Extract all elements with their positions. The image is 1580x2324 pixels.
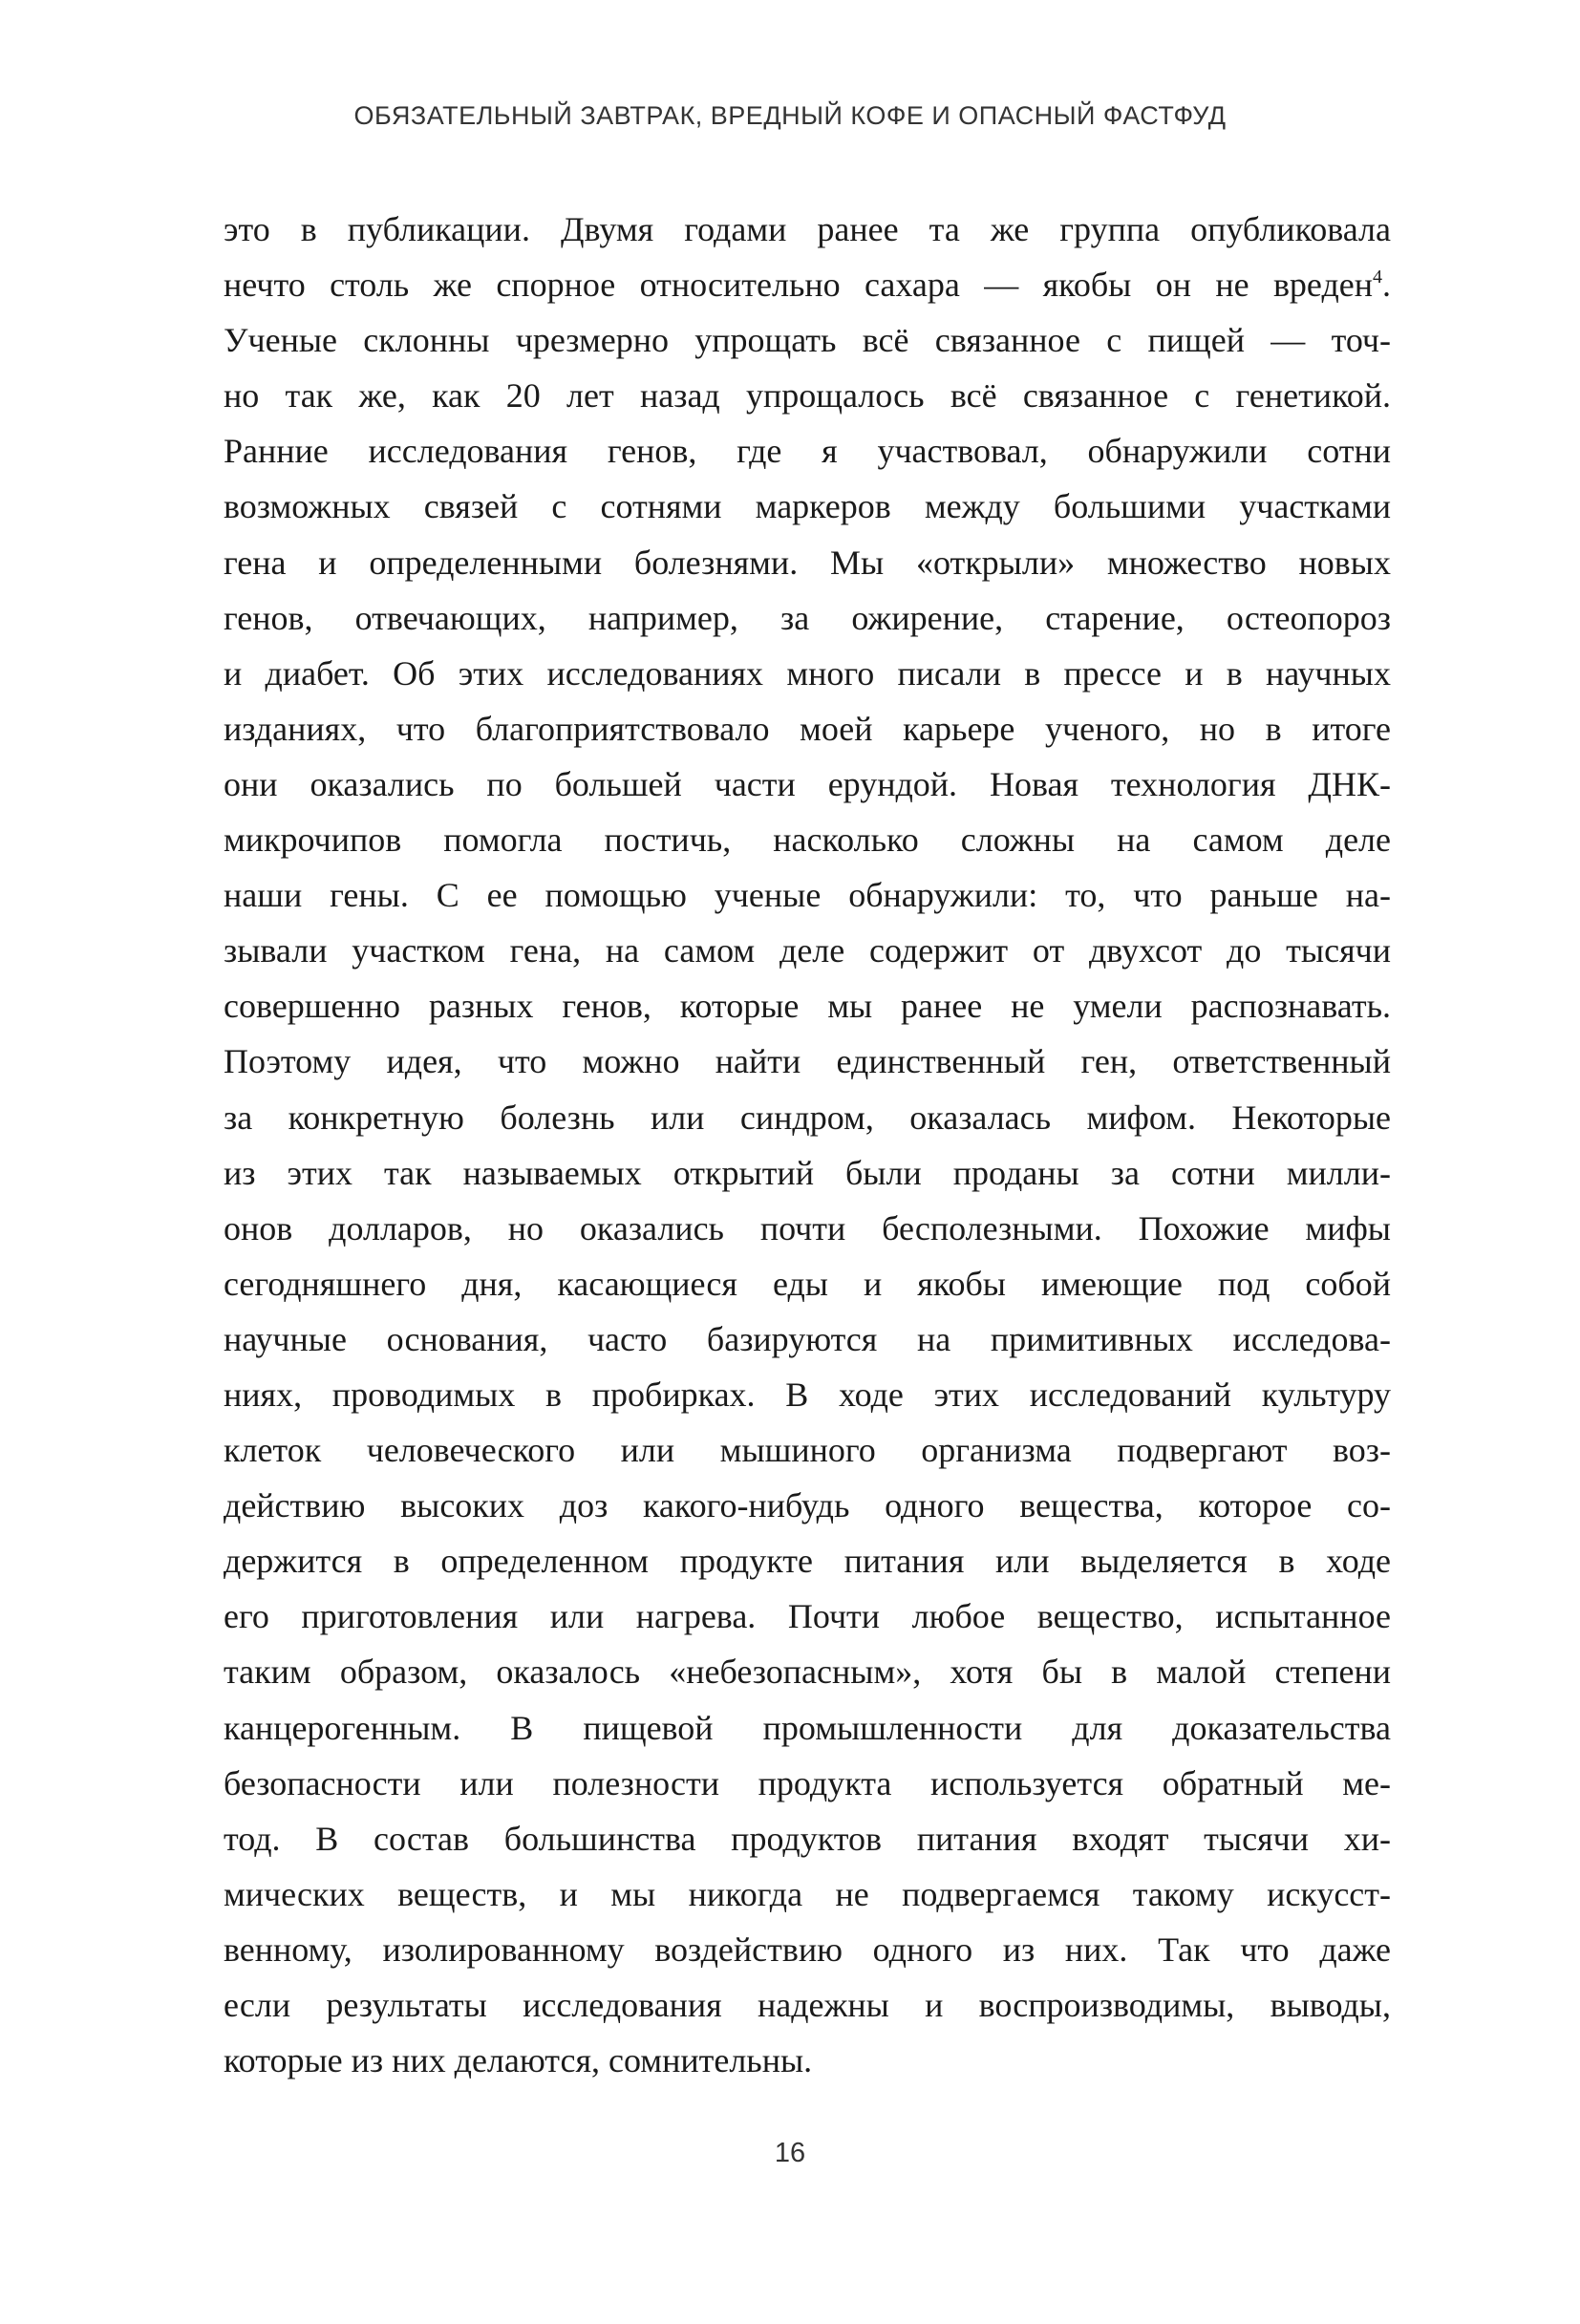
- text-line-punctuation: .: [1382, 266, 1391, 305]
- text-line: гена и определенными болезнями. Мы «открыли» множество новых: [224, 543, 1391, 582]
- text-line: изданиях, что благоприятствовало моей карьере ученого, но в итоге: [224, 709, 1391, 748]
- text-line: безопасности или полезности продукта используется обратный ме-: [224, 1763, 1391, 1802]
- text-line: Поэтому идея, что можно найти единственный ген, ответственный: [224, 1042, 1391, 1081]
- text-line: клеток человеческого или мышиного организма подвергают воз-: [224, 1431, 1391, 1470]
- text-line: его приготовления или нагрева. Почти любое вещество, испытанное: [224, 1597, 1391, 1636]
- text-line-segment: нечто столь же спорное относительно сахара — якобы он не вреден: [224, 266, 1373, 305]
- footnote-ref[interactable]: 4: [1373, 267, 1382, 288]
- text-line: возможных связей с сотнями маркеров между большими участками: [224, 487, 1391, 526]
- text-line: но так же, как 20 лет назад упрощалось всё связанное с генетикой.: [224, 376, 1391, 416]
- page-number: 16: [774, 2138, 806, 2168]
- text-line: за конкретную болезнь или синдром, оказалась мифом. Некоторые: [224, 1098, 1391, 1137]
- text-line: наши гены. С ее помощью ученые обнаружили: то, что раньше на-: [224, 876, 1391, 915]
- text-line: зывали участком гена, на самом деле содержит от двухсот до тысячи: [224, 931, 1391, 970]
- running-head: ОБЯЗАТЕЛЬНЫЙ ЗАВТРАК, ВРЕДНЫЙ КОФЕ И ОПАСНЫЙ ФАСТФУД: [353, 101, 1227, 130]
- text-line: ниях, проводимых в пробирках. В ходе этих исследований культуру: [224, 1375, 1391, 1414]
- text-line-with-footnote: [224, 262, 1391, 317]
- text-line: Ранние исследования генов, где я участвовал, обнаружили сотни: [224, 432, 1391, 471]
- text-line: если результаты исследования надежны и воспроизводимы, выводы,: [224, 1986, 1391, 2024]
- text-line: сегодняшнего дня, касающиеся еды и якобы имеющие под собой: [224, 1264, 1391, 1303]
- text-line: венному, изолированному воздействию одного из них. Так что даже: [224, 1930, 1391, 1969]
- text-line: совершенно разных генов, которые мы ранее не умели распознавать.: [224, 987, 1391, 1026]
- text-line: научные основания, часто базируются на примитивных исследова-: [224, 1319, 1391, 1358]
- text-line: мических веществ, и мы никогда не подвергаемся такому искусст-: [224, 1874, 1391, 1913]
- body-text: [224, 206, 1391, 2093]
- text-line: держится в определенном продукте питания или выделяется в ходе: [224, 1542, 1391, 1581]
- text-line: действию высоких доз какого-нибудь одного вещества, которое со-: [224, 1486, 1391, 1525]
- text-line: канцерогенным. В пищевой промышленности для доказательства: [224, 1708, 1391, 1747]
- text-line: онов долларов, но оказались почти бесполезными. Похожие мифы: [224, 1208, 1391, 1247]
- text-line: Ученые склонны чрезмерно упрощать всё связанное с пищей — точ-: [224, 321, 1391, 360]
- text-line: из этих так называемых открытий были проданы за сотни милли-: [224, 1153, 1391, 1192]
- text-line: и диабет. Об этих исследованиях много писали в прессе и в научных: [224, 653, 1391, 693]
- text-line: тод. В состав большинства продуктов питания входят тысячи хи-: [224, 1819, 1391, 1858]
- text-line: генов, отвечающих, например, за ожирение, старение, остеопороз: [224, 598, 1391, 637]
- text-line: которые из них делаются, сомнительны.: [224, 2041, 813, 2080]
- text-line: это в публикации. Двумя годами ранее та же группа опубликовала: [224, 210, 1391, 248]
- text-line: микрочипов помогла постичь, насколько сложны на самом деле: [224, 821, 1391, 860]
- text-line: таким образом, оказалось «небезопасным», хотя бы в малой степени: [224, 1652, 1391, 1692]
- text-line: они оказались по большей части ерундой. Новая технология ДНК-: [224, 764, 1391, 803]
